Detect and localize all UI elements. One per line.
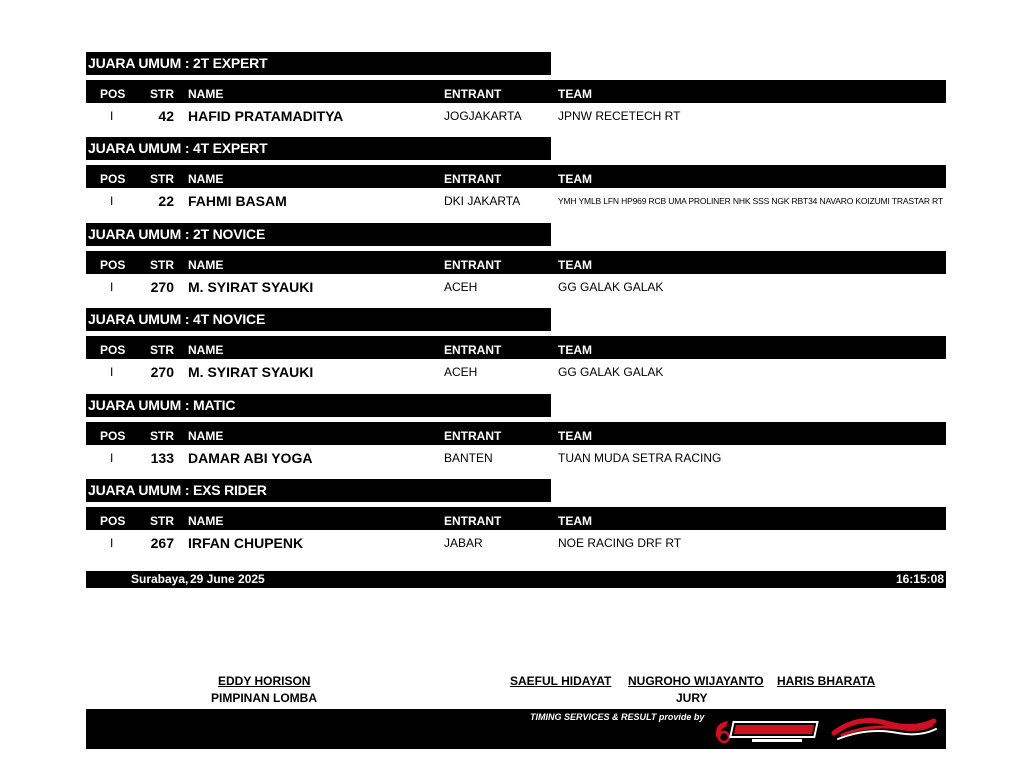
header-pos: POS (100, 87, 126, 101)
category-title: JUARA UMUM : MATIC (86, 394, 551, 417)
cell-team: YMH YMLB LFN HP969 RCB UMA PROLINER NHK SSS NGK RBT34 NAVARO KOIZUMI TRASTAR RT (558, 196, 943, 206)
category-title: JUARA UMUM : 4T NOVICE (86, 308, 551, 331)
cell-str: 270 (150, 279, 174, 295)
timing-services-label: TIMING SERVICES & RESULT provide by (530, 712, 705, 722)
header-entrant: ENTRANT (444, 343, 502, 357)
table-header (86, 336, 946, 359)
cell-pos: I (110, 280, 114, 294)
table-header (86, 507, 946, 530)
header-name: NAME (188, 343, 224, 357)
time-label: 16:15:08 (895, 572, 944, 586)
table-row (86, 276, 946, 300)
table-header (86, 80, 946, 103)
header-pos: POS (100, 172, 126, 186)
header-entrant: ENTRANT (444, 429, 502, 443)
table-row (86, 361, 946, 385)
header-name: NAME (188, 87, 224, 101)
header-str: STR (150, 172, 174, 186)
cell-pos: I (110, 365, 114, 379)
cell-pos: I (110, 536, 114, 550)
race-director-title: PIMPINAN LOMBA (211, 691, 317, 705)
category-title: JUARA UMUM : 2T NOVICE (86, 223, 551, 246)
header-name: NAME (188, 172, 224, 186)
cell-str: 42 (158, 108, 174, 124)
cell-entrant: JABAR (444, 536, 483, 550)
header-team: TEAM (558, 87, 592, 101)
category-title: JUARA UMUM : EXS RIDER (86, 479, 551, 502)
cell-team: JPNW RECETECH RT (558, 109, 681, 123)
table-row (86, 190, 946, 214)
header-entrant: ENTRANT (444, 514, 502, 528)
cell-team: GG GALAK GALAK (558, 365, 664, 379)
header-name: NAME (188, 429, 224, 443)
header-team: TEAM (558, 258, 592, 272)
header-name: NAME (188, 514, 224, 528)
header-str: STR (150, 514, 174, 528)
category-title: JUARA UMUM : 2T EXPERT (86, 52, 551, 75)
table-header (86, 251, 946, 274)
header-name: NAME (188, 258, 224, 272)
table-row (86, 447, 946, 471)
table-row (86, 532, 946, 556)
jury-member-3: HARIS BHARATA (777, 674, 876, 688)
table-header (86, 422, 946, 445)
cell-pos: I (110, 451, 114, 465)
cell-entrant: ACEH (444, 365, 478, 379)
cell-pos: I (110, 109, 114, 123)
cell-entrant: DKI JAKARTA (444, 194, 521, 208)
cell-entrant: JOGJAKARTA (444, 109, 522, 123)
date-bar (86, 571, 946, 588)
header-pos: POS (100, 258, 126, 272)
table-row (86, 105, 946, 129)
jury-title: JURY (676, 691, 708, 705)
cell-name: M. SYIRAT SYAUKI (188, 364, 314, 380)
header-entrant: ENTRANT (444, 87, 502, 101)
header-team: TEAM (558, 514, 592, 528)
header-entrant: ENTRANT (444, 258, 502, 272)
cell-str: 270 (150, 364, 174, 380)
jury-member-1: SAEFUL HIDAYAT (510, 674, 612, 688)
cell-name: DAMAR ABI YOGA (188, 450, 313, 466)
cell-entrant: ACEH (444, 280, 478, 294)
cell-str: 22 (158, 193, 174, 209)
cell-name: IRFAN CHUPENK (188, 535, 304, 551)
header-str: STR (150, 429, 174, 443)
header-pos: POS (100, 429, 126, 443)
header-pos: POS (100, 343, 126, 357)
header-team: TEAM (558, 172, 592, 186)
location-label: Surabaya, (131, 572, 189, 586)
race-director-name: EDDY HORISON (218, 674, 311, 688)
cell-name: FAHMI BASAM (188, 193, 287, 209)
table-header (86, 165, 946, 188)
cell-name: HAFID PRATAMADITYA (188, 108, 344, 124)
footer-bar (86, 709, 946, 749)
header-entrant: ENTRANT (444, 172, 502, 186)
cell-pos: I (110, 194, 114, 208)
header-str: STR (150, 87, 174, 101)
cell-str: 267 (150, 535, 174, 551)
jury-member-2: NUGROHO WIJAYANTO (628, 674, 764, 688)
header-str: STR (150, 343, 174, 357)
date-label: 29 June 2025 (190, 572, 265, 586)
header-pos: POS (100, 514, 126, 528)
hotlaps-script-logo-icon (828, 713, 940, 745)
cell-name: M. SYIRAT SYAUKI (188, 279, 314, 295)
header-team: TEAM (558, 429, 592, 443)
cell-str: 133 (150, 450, 174, 466)
hotlaps-logo-icon (712, 715, 824, 745)
cell-team: TUAN MUDA SETRA RACING (558, 451, 722, 465)
cell-team: NOE RACING DRF RT (558, 536, 682, 550)
cell-team: GG GALAK GALAK (558, 280, 664, 294)
header-team: TEAM (558, 343, 592, 357)
header-str: STR (150, 258, 174, 272)
category-title: JUARA UMUM : 4T EXPERT (86, 137, 551, 160)
cell-entrant: BANTEN (444, 451, 493, 465)
